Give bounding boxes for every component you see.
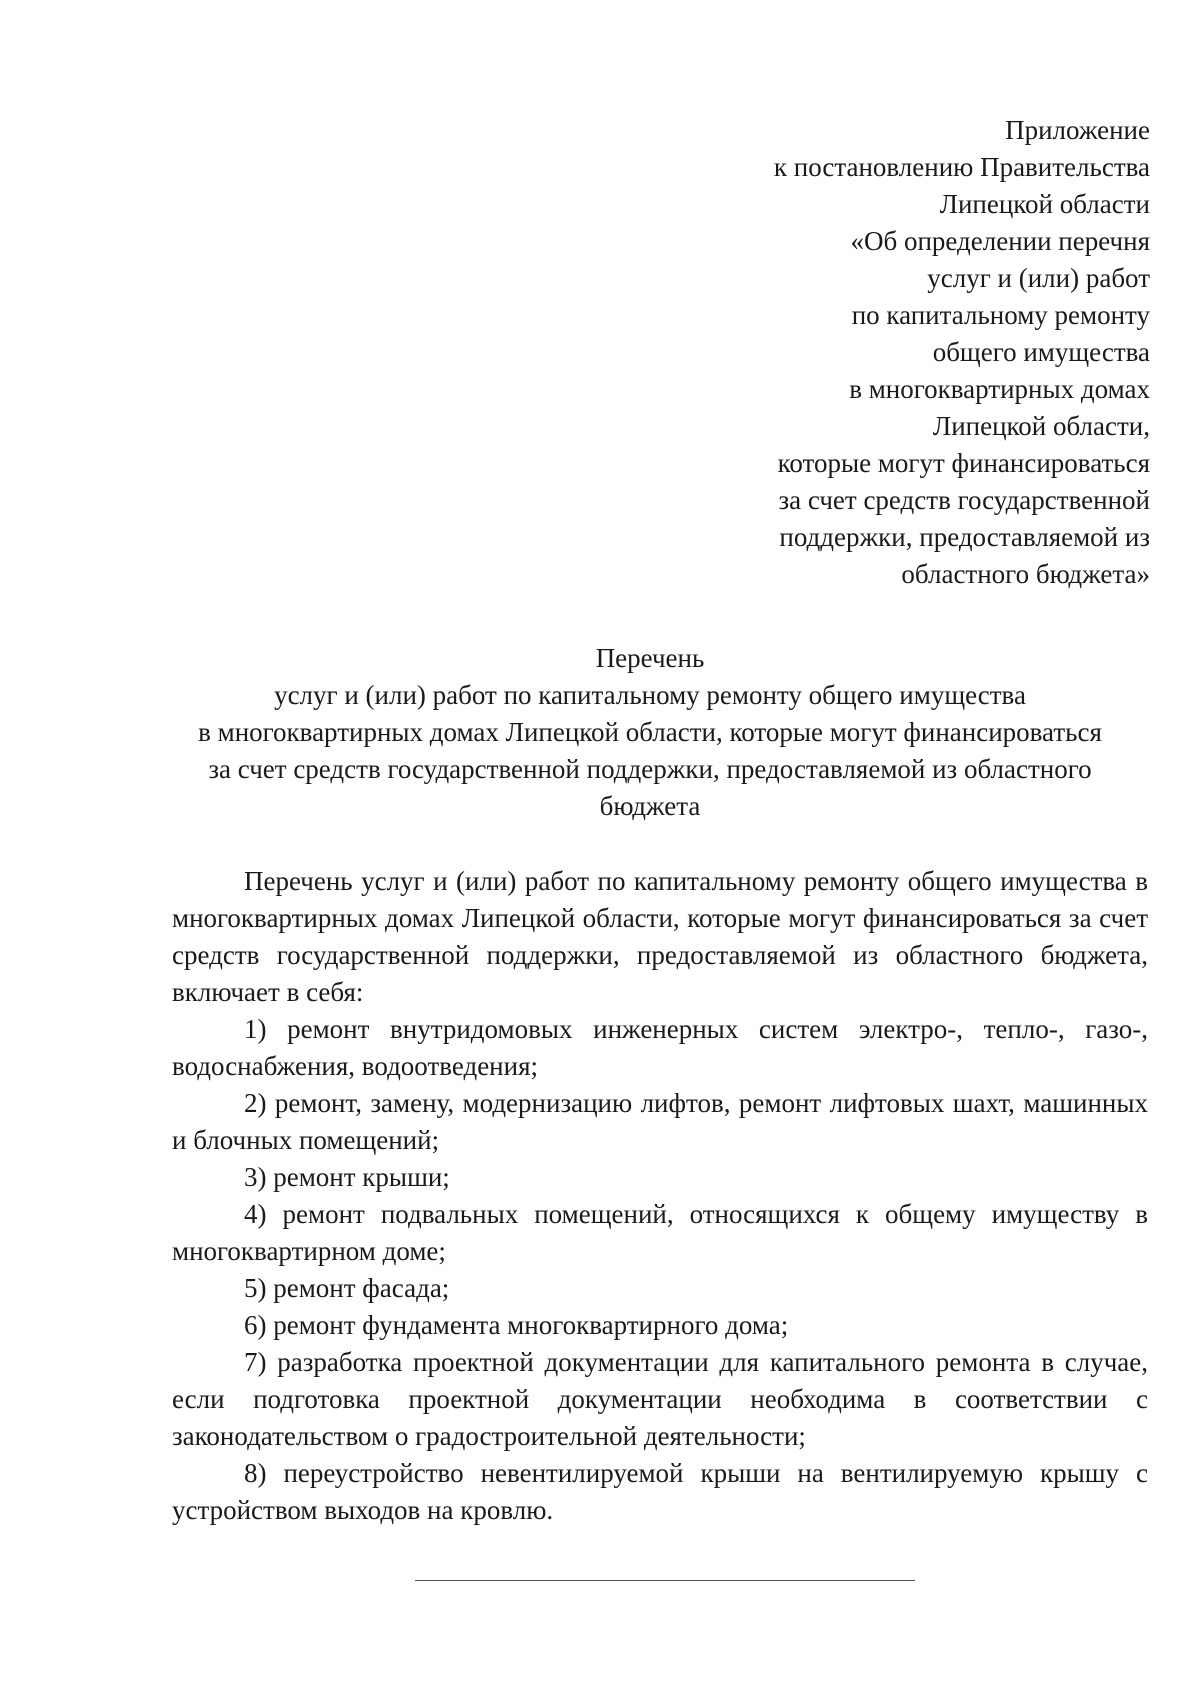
list-item: 3) ремонт крыши; <box>244 1162 450 1192</box>
list-item: 5) ремонт фасада; <box>244 1273 450 1303</box>
title-line: Перечень <box>595 643 705 673</box>
document-body <box>172 863 1148 1529</box>
appendix-line: по капитальному ремонту <box>851 300 1150 330</box>
title-line: услуг и (или) работ по капитальному ремонту общего имущества <box>274 680 1026 710</box>
title-line: в многоквартирных домах Липецкой области, которые могут финансироваться <box>198 717 1102 747</box>
list-item: 1) ремонт внутридомовых инженерных систем электро-, тепло-, газо-, водоснабжения, водоотведения; <box>172 1014 1148 1081</box>
appendix-line: Липецкой области, <box>932 411 1150 441</box>
appendix-block <box>550 112 1150 593</box>
list-item: 2) ремонт, замену, модернизацию лифтов, ремонт лифтовых шахт, машинных и блочных помещений; <box>172 1088 1148 1155</box>
appendix-line: Липецкой области <box>939 189 1150 219</box>
intro-paragraph: Перечень услуг и (или) работ по капитальному ремонту общего имущества в многоквартирных домах Липецкой области, которые могут финансироваться за счет средств государственной поддержки, предоставляемой из областного бюджета, включает в себя: <box>172 866 1148 1007</box>
appendix-line: общего имущества <box>932 337 1150 367</box>
appendix-line: услуг и (или) работ <box>927 263 1150 293</box>
list-item: 8) переустройство невентилируемой крыши на вентилируемую крышу с устройством выходов на кровлю. <box>172 1458 1148 1525</box>
document-title <box>150 640 1150 825</box>
appendix-line: к постановлению Правительства <box>773 152 1150 182</box>
title-line: бюджета <box>599 791 701 821</box>
list-item: 7) разработка проектной документации для капитального ремонта в случае, если подготовка проектной документации необходима в соответствии с законодательством о градостроительной деятельности; <box>172 1347 1148 1451</box>
appendix-line: поддержки, предоставляемой из <box>779 522 1150 552</box>
appendix-line: в многоквартирных домах <box>849 374 1150 404</box>
appendix-line: Приложение <box>1005 115 1150 145</box>
title-line: за счет средств государственной поддержки, предоставляемой из областного <box>208 754 1092 784</box>
appendix-line: «Об определении перечня <box>850 226 1150 256</box>
appendix-line: областного бюджета» <box>901 559 1150 589</box>
appendix-line: за счет средств государственной <box>778 485 1150 515</box>
list-item: 6) ремонт фундамента многоквартирного дома; <box>244 1310 789 1340</box>
end-separator-line <box>415 1580 915 1581</box>
list-item: 4) ремонт подвальных помещений, относящихся к общему имуществу в многоквартирном доме; <box>172 1199 1148 1266</box>
appendix-line: которые могут финансироваться <box>777 448 1150 478</box>
